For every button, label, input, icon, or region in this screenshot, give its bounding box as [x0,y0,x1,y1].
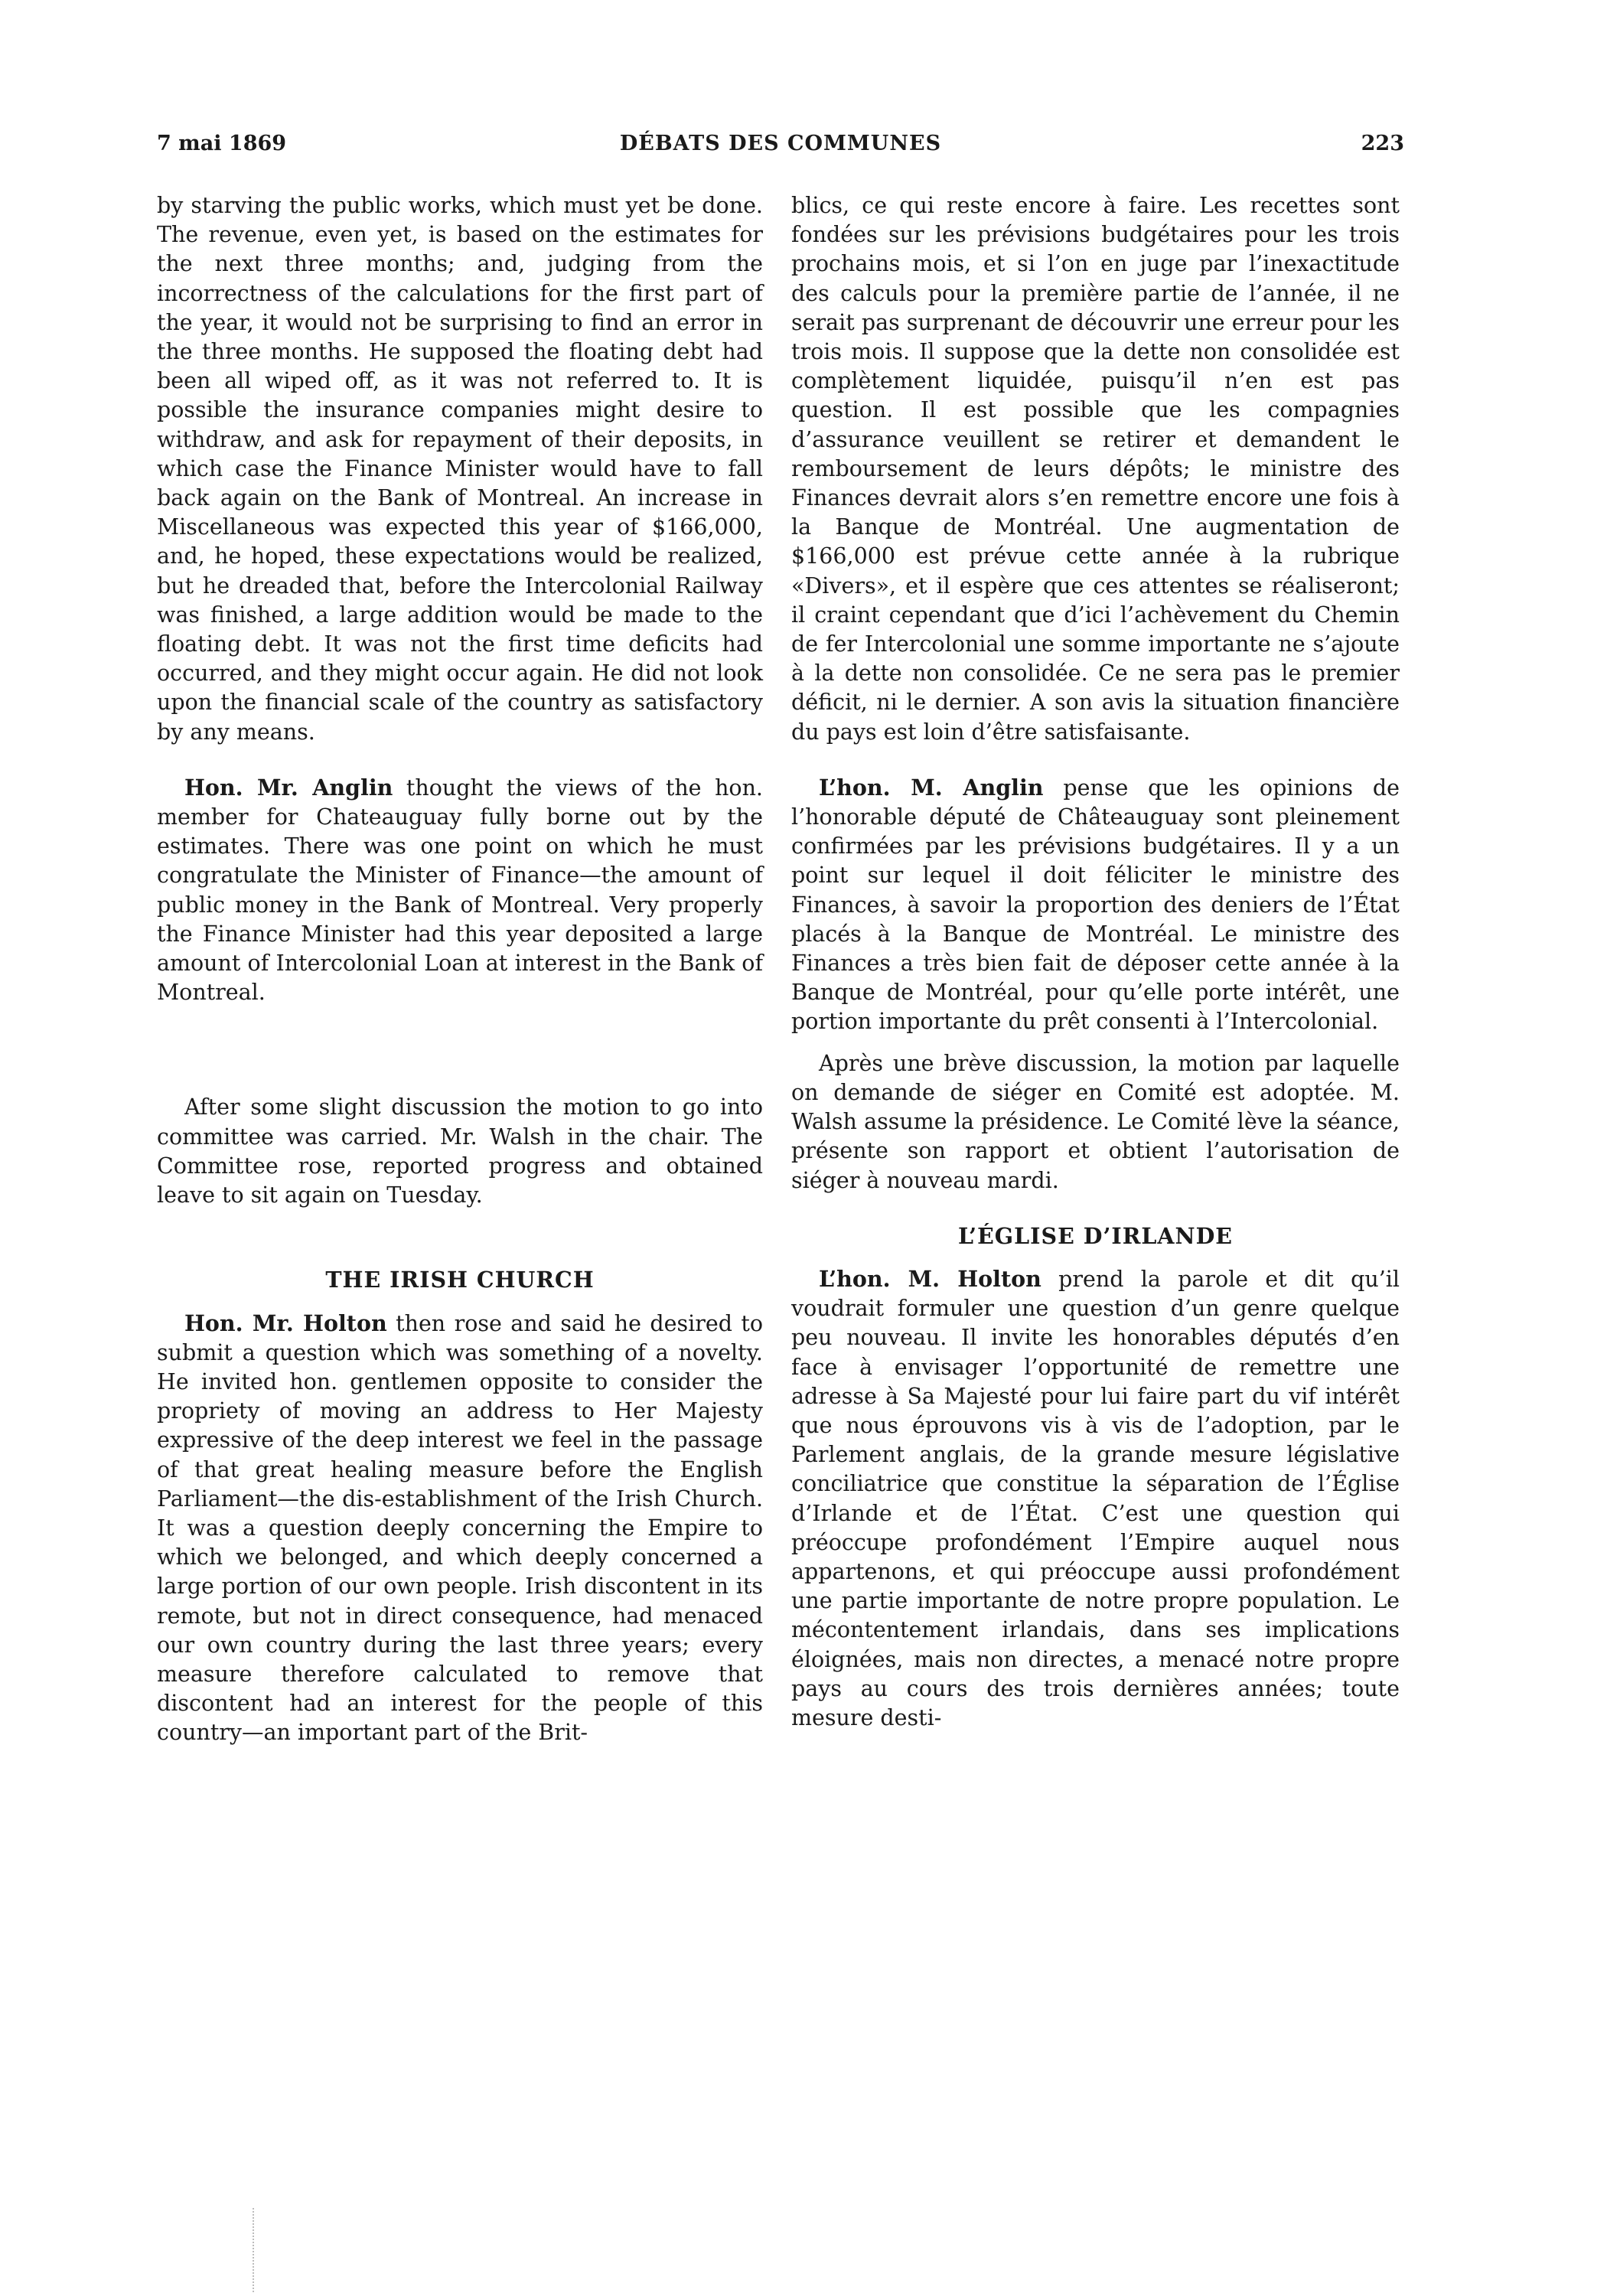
fr-speaker-anglin: L’hon. M. Anglin [819,774,1044,801]
english-column [157,191,763,1748]
header-title: DÉBATS DES COMMUNES [619,132,942,155]
en-section-heading: THE IRISH CHURCH [325,1267,595,1293]
scan-artifact-line [253,2208,256,2292]
en-anglin-text: thought the views of the hon. member for Chateauguay fully borne out by the estimates. There was one point on which he must congratulate the Minister of Finance—the amount of public money in the Bank of Montreal. Very properly the Finance Minister had this year deposited a large amount of Intercolonial Loan at interest in the Bank of Montreal. [157,775,763,1006]
fr-paragraph-anglin [791,773,1400,1037]
fr-paragraph-continued: blics, ce qui reste encore à faire. Les recettes sont fondées sur les prévisions budgétaires pour les trois prochains mois, et si l’on en juge par l’inexactitude des calculs pour la première partie de l’année, il ne serait pas surprenant de découvrir une erreur pour les trois mois. Il suppose que la dette non consolidée est complètement liquidée, puisqu’il n’en est pas question. Il est possible que les compagnies d’assurance veuillent se retirer et demandent le remboursement de leurs dépôts; le ministre des Finances devrait alors s’en remettre encore une fois à la Banque de Montréal. Une augmentation de $166,000 est prévue cette année à la rubrique «Divers», et il espère que ces attentes se réaliseront; il craint cependant que d’ici l’achèvement du Chemin de fer Intercolonial une somme importante ne s’ajoute à la dette non consolidée. Ce ne sera pas le premier déficit, ni le dernier. A son avis la situation financière du pays est loin d’être satisfaisante. [791,193,1400,745]
page-number: 223 [1361,132,1404,155]
fr-anglin-text: pense que les opinions de l’honorable député de Châteauguay sont pleinement confirmées par les prévisions budgétaires. Il y a un point sur lequel il doit féliciter le ministre des Finances, à savoir la proportion des deniers de l’État placés à la Banque de Montréal. Le ministre des Finances a très bien fait de déposer cette année à la Banque de Montréal, pour qu’elle porte intérêt, une portion importante du prêt consenti à l’Intercolonial. [791,775,1400,1035]
en-speaker-holton: Hon. Mr. Holton [184,1309,387,1336]
fr-section-heading: L’ÉGLISE D’IRLANDE [957,1222,1234,1249]
fr-holton-text: prend la parole et dit qu’il voudrait formuler une question d’un genre quelque peu nouveau. Il invite les honorables députés d’en face à envisager l’opportunité de remettre une adresse à Sa Majesté pour lui faire part du vif intérêt que nous éprouvons vis à vis de l’adoption, par le Parlement anglais, de la grande mesure législative conciliatrice que constitue la séparation de l’Église d’Irlande et de l’État. C’est une question qui préoccupe profondément l’Empire auquel nous appartenons, et qui préoccupe aussi profondément une partie importante de notre propre population. Le mécontentement irlandais, dans ses implications éloignées, mais non directes, a menacé notre propre pays au cours des trois dernières années; toute mesure desti- [791,1266,1400,1730]
en-paragraph-committee: After some slight discussion the motion to go into committee was carried. Mr. Walsh in the chair. The Committee rose, reported progress and obtained leave to sit again on Tuesday. [157,1094,763,1208]
en-paragraph-holton [157,1309,763,1748]
en-paragraph-anglin [157,773,763,1008]
en-speaker-anglin: Hon. Mr. Anglin [184,774,393,801]
french-column [791,191,1400,1733]
running-header [157,132,1404,164]
en-paragraph-continued: by starving the public works, which must yet be done. The revenue, even yet, is based on the estimates for the next three months; and, judging from the incorrectness of the calculations for the first part of the year, it would not be surprising to find an error in the three months. He supposed the floating debt had been all wiped off, as it was not referred to. It is possible the insurance companies might desire to withdraw, and ask for repayment of their deposits, in which case the Finance Minister would have to fall back again on the Bank of Montreal. An increase in Miscellaneous was expected this year of $166,000, and, he hoped, these expectations would be realized, but he dreaded that, before the Intercolonial Railway was finished, a large addition would be made to the floating debt. It was not the first time deficits had occurred, and they might occur again. He did not look upon the financial scale of the country as satisfactory by any means. [157,193,763,745]
en-holton-text: then rose and said he desired to submit a question which was something of a novelty. He invited hon. gentlemen opposite to consider the propriety of moving an address to Her Majesty expressive of the deep interest we feel in the passage of that great healing measure before the English Parliament—the dis-establishment of the Irish Church. It was a question deeply concerning the Empire to which we belonged, and which deeply concerned a large portion of our own people. Irish discontent in its remote, but not in direct consequence, had menaced our own country during the last three years; every measure therefore calculated to remove that discontent had an interest for the people of this country—an important part of the Brit- [157,1310,764,1746]
fr-speaker-holton: L’hon. M. Holton [819,1265,1041,1292]
header-date: 7 mai 1869 [157,132,287,155]
fr-paragraph-committee: Après une brève discussion, la motion par laquelle on demande de siéger en Comité est adoptée. M. Walsh assume la présidence. Le Comité lève la séance, présente son rapport et obtient l’autorisation de siéger à nouveau mardi. [791,1050,1400,1193]
fr-paragraph-holton [791,1264,1400,1733]
